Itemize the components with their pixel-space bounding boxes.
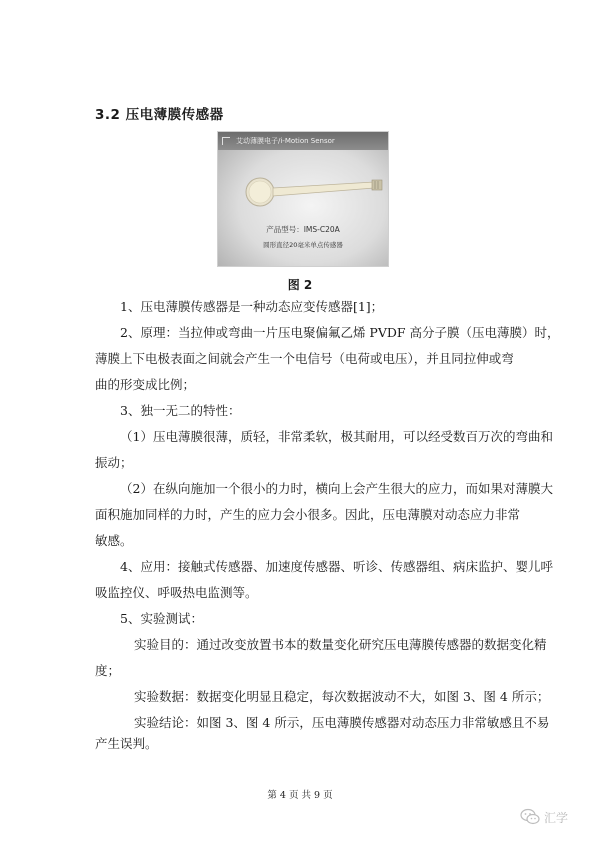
paragraph-3b-line-3: 敏感。 <box>95 533 133 548</box>
page-number: 第 4 页 共 9 页 <box>267 790 333 801</box>
paragraph-1: 1、压电薄膜传感器是一种动态应变传感器[1]； <box>120 299 384 314</box>
sensor-image-icon <box>218 172 388 222</box>
paragraph-2-line-1: 2、原理：当拉伸或弯曲一片压电聚偏氟乙烯 PVDF 高分子膜（压电薄膜）时， <box>120 325 560 340</box>
paragraph-2-line-2: 薄膜上下电极表面之间就会产生一个电信号（电荷或电压），并且同拉伸或弯 <box>95 351 514 366</box>
paragraph-3: 3、独一无二的特性： <box>120 403 241 418</box>
paragraph-5a-line-1: 实验目的：通过改变放置书本的数量变化研究压电薄膜传感器的数据变化精 <box>134 637 547 652</box>
paragraph-4-line-1: 4、应用：接触式传感器、加速度传感器、听诊、传感器组、病床监护、婴儿呼 <box>120 559 553 574</box>
figure-description: 圆形直径20毫米单点传感器 <box>263 241 343 249</box>
figure-model-text: 产品型号：IMS-C20A <box>266 225 340 234</box>
section-title: 3.2 压电薄膜传感器 <box>95 107 224 123</box>
paragraph-3a-line-1: （1）压电薄膜很薄，质轻，非常柔软，极其耐用，可以经受数百万次的弯曲和 <box>120 429 553 444</box>
paragraph-2-line-3: 曲的形变成比例； <box>95 377 196 392</box>
paragraph-3a-line-2: 振动； <box>95 455 133 470</box>
paragraph-5b: 实验数据：数据变化明显且稳定，每次数据波动不大，如图 3、图 4 所示； <box>134 689 550 704</box>
paragraph-5c-line-2: 产生误判。 <box>95 736 158 751</box>
watermark <box>520 806 590 828</box>
corner-mark-icon <box>222 137 230 145</box>
wechat-icon <box>520 808 540 826</box>
sensor-figure <box>217 131 389 267</box>
figure-header <box>218 132 388 150</box>
watermark-text: 汇学 <box>544 810 569 825</box>
paragraph-4-line-2: 吸监控仪、呼吸热电监测等。 <box>95 585 258 600</box>
paragraph-3b-line-2: 面积施加同样的力时，产生的应力会小很多。因此，压电薄膜对动态应力非常 <box>95 507 521 522</box>
figure-header-text: 艾动薄膜电子/i-Motion Sensor <box>236 137 335 145</box>
paragraph-3b-line-1: （2）在纵向施加一个很小的力时，横向上会产生很大的应力，而如果对薄膜大 <box>120 481 553 496</box>
paragraph-5: 5、实验测试： <box>120 611 203 626</box>
paragraph-5c-line-1: 实验结论：如图 3、图 4 所示，压电薄膜传感器对动态压力非常敏感且不易 <box>134 715 550 730</box>
figure-caption: 图 2 <box>287 278 313 292</box>
paragraph-5a-line-2: 度； <box>95 663 121 678</box>
